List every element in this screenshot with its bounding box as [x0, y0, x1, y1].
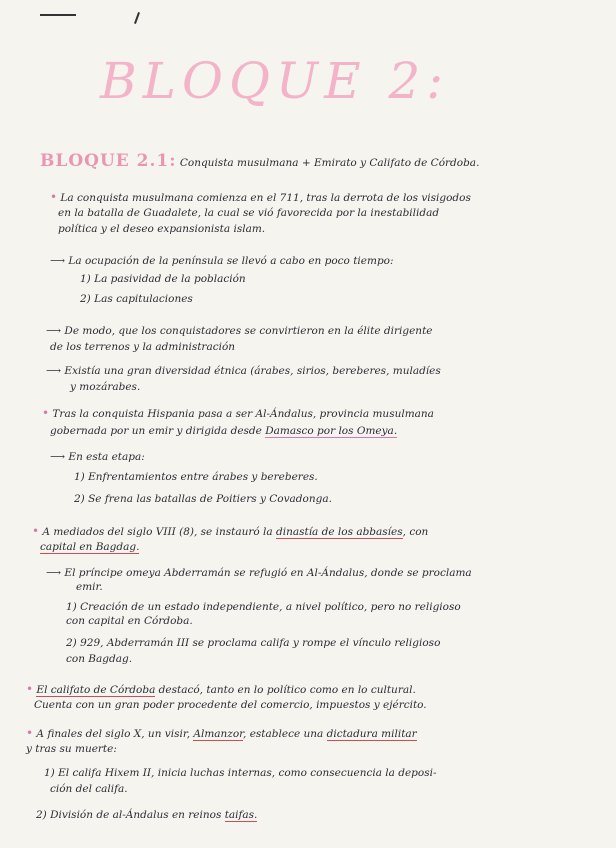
- arrow-icon: ⟶: [46, 325, 62, 337]
- line-text: política y el deseo expansionista islam.: [58, 223, 266, 235]
- line-text-underlined: taifas.: [224, 809, 258, 821]
- note-line: [66, 614, 193, 628]
- arrow-icon: ⟶: [50, 255, 66, 267]
- line-text: con Bagdag.: [66, 653, 133, 665]
- heading-text: Conquista musulmana + Emirato y Califato de Córdoba.: [179, 157, 480, 169]
- bullet-icon: •: [42, 406, 50, 420]
- line-text: La ocupación de la península se llevó a cabo en poco tiempo:: [68, 255, 394, 267]
- note-line: [58, 206, 439, 220]
- bullet-icon: •: [50, 190, 58, 204]
- note-line: [46, 566, 472, 580]
- line-text: 2) Las capitulaciones: [80, 293, 193, 305]
- line-text: Cuenta con un gran poder procedente del comercio, impuestos y ejército.: [34, 699, 427, 711]
- note-line: [66, 600, 461, 614]
- line-text: 2) Se frena las batallas de Poitiers y Covadonga.: [74, 493, 332, 505]
- page-title: BLOQUE 2:: [100, 52, 450, 110]
- line-text: Existía una gran diversidad étnica (árabes, sirios, bereberes, muladíes: [64, 365, 441, 377]
- note-line: [50, 424, 397, 438]
- note-line: [44, 766, 437, 780]
- note-line: [26, 726, 417, 741]
- note-line: [50, 190, 471, 205]
- line-text: 2) 929, Abderramán III se proclama califa y rompe el vínculo religioso: [66, 637, 441, 649]
- note-line: [76, 580, 103, 594]
- line-text: en la batalla de Guadalete, la cual se vió favorecida por la inestabilidad: [58, 207, 440, 219]
- note-line: [32, 524, 428, 539]
- note-line: [66, 652, 132, 666]
- line-text: , con: [402, 526, 429, 538]
- line-text: destacó, tanto en lo político como en lo cultural.: [155, 684, 416, 696]
- line-text: El príncipe omeya Abderramán se refugió en Al-Ándalus, donde se proclama: [64, 567, 472, 579]
- note-line: [50, 450, 145, 464]
- section-heading: [40, 151, 480, 171]
- line-text-underlined: dinastía de los abbasíes: [275, 526, 403, 538]
- note-line: [42, 406, 434, 421]
- note-line: [58, 222, 265, 236]
- note-line: [74, 470, 318, 484]
- note-line: [46, 324, 433, 338]
- arrow-icon: ⟶: [50, 451, 66, 463]
- line-text: emir.: [76, 581, 103, 593]
- note-line: [40, 540, 139, 554]
- line-text: con capital en Córdoba.: [66, 615, 193, 627]
- note-line: [34, 698, 427, 712]
- line-text-underlined: El califato de Córdoba: [36, 684, 156, 696]
- line-text-underlined: Almanzor: [193, 728, 244, 740]
- arrow-icon: ⟶: [46, 567, 62, 579]
- line-text: A mediados del siglo VIII (8), se instauró la: [42, 526, 276, 538]
- note-line: [36, 808, 257, 822]
- line-text: , establece una: [243, 728, 327, 740]
- note-line: [80, 292, 193, 306]
- line-text: Tras la conquista Hispania pasa a ser Al-Ándalus, provincia musulmana: [52, 408, 434, 420]
- line-text: 1) El califa Hixem II, inicia luchas internas, como consecuencia la deposi-: [44, 767, 437, 779]
- note-line: [50, 254, 394, 268]
- pen-tick: [134, 12, 140, 24]
- bullet-icon: •: [32, 524, 40, 538]
- line-text: 2) División de al-Ándalus en reinos: [36, 809, 225, 821]
- note-line: [80, 272, 246, 286]
- line-text: A finales del siglo X, un visir,: [36, 728, 194, 740]
- line-text: gobernada por un emir y dirigida desde: [50, 425, 266, 437]
- line-text: De modo, que los conquistadores se convirtieron en la élite dirigente: [64, 325, 433, 337]
- line-text: La conquista musulmana comienza en el 711, tras la derrota de los visigodos: [60, 192, 471, 204]
- line-text-underlined: Damasco por los Omeya.: [265, 425, 398, 437]
- line-text: 1) Creación de un estado independiente, a nivel político, pero no religioso: [66, 601, 461, 613]
- line-text: 1) Enfrentamientos entre árabes y bereberes.: [74, 471, 318, 483]
- note-line: [50, 782, 128, 796]
- line-text-underlined: dictadura militar: [326, 728, 417, 740]
- note-line: [26, 742, 117, 756]
- note-line: [66, 636, 440, 650]
- line-text: En esta etapa:: [68, 451, 145, 463]
- line-text: ción del califa.: [50, 783, 128, 795]
- note-line: [70, 380, 140, 394]
- heading-label: BLOQUE 2.1:: [40, 151, 177, 171]
- line-text: de los terrenos y la administración: [50, 341, 236, 353]
- line-text: 1) La pasividad de la población: [80, 273, 246, 285]
- line-text: y mozárabes.: [70, 381, 141, 393]
- pen-mark: [40, 14, 76, 16]
- note-line: [26, 682, 416, 697]
- note-line: [46, 364, 441, 378]
- line-text-underlined: capital en Bagdag.: [40, 541, 140, 553]
- arrow-icon: ⟶: [46, 365, 62, 377]
- note-line: [74, 492, 332, 506]
- bullet-icon: •: [26, 726, 34, 740]
- line-text: y tras su muerte:: [26, 743, 117, 755]
- bullet-icon: •: [26, 682, 34, 696]
- note-line: [50, 340, 235, 354]
